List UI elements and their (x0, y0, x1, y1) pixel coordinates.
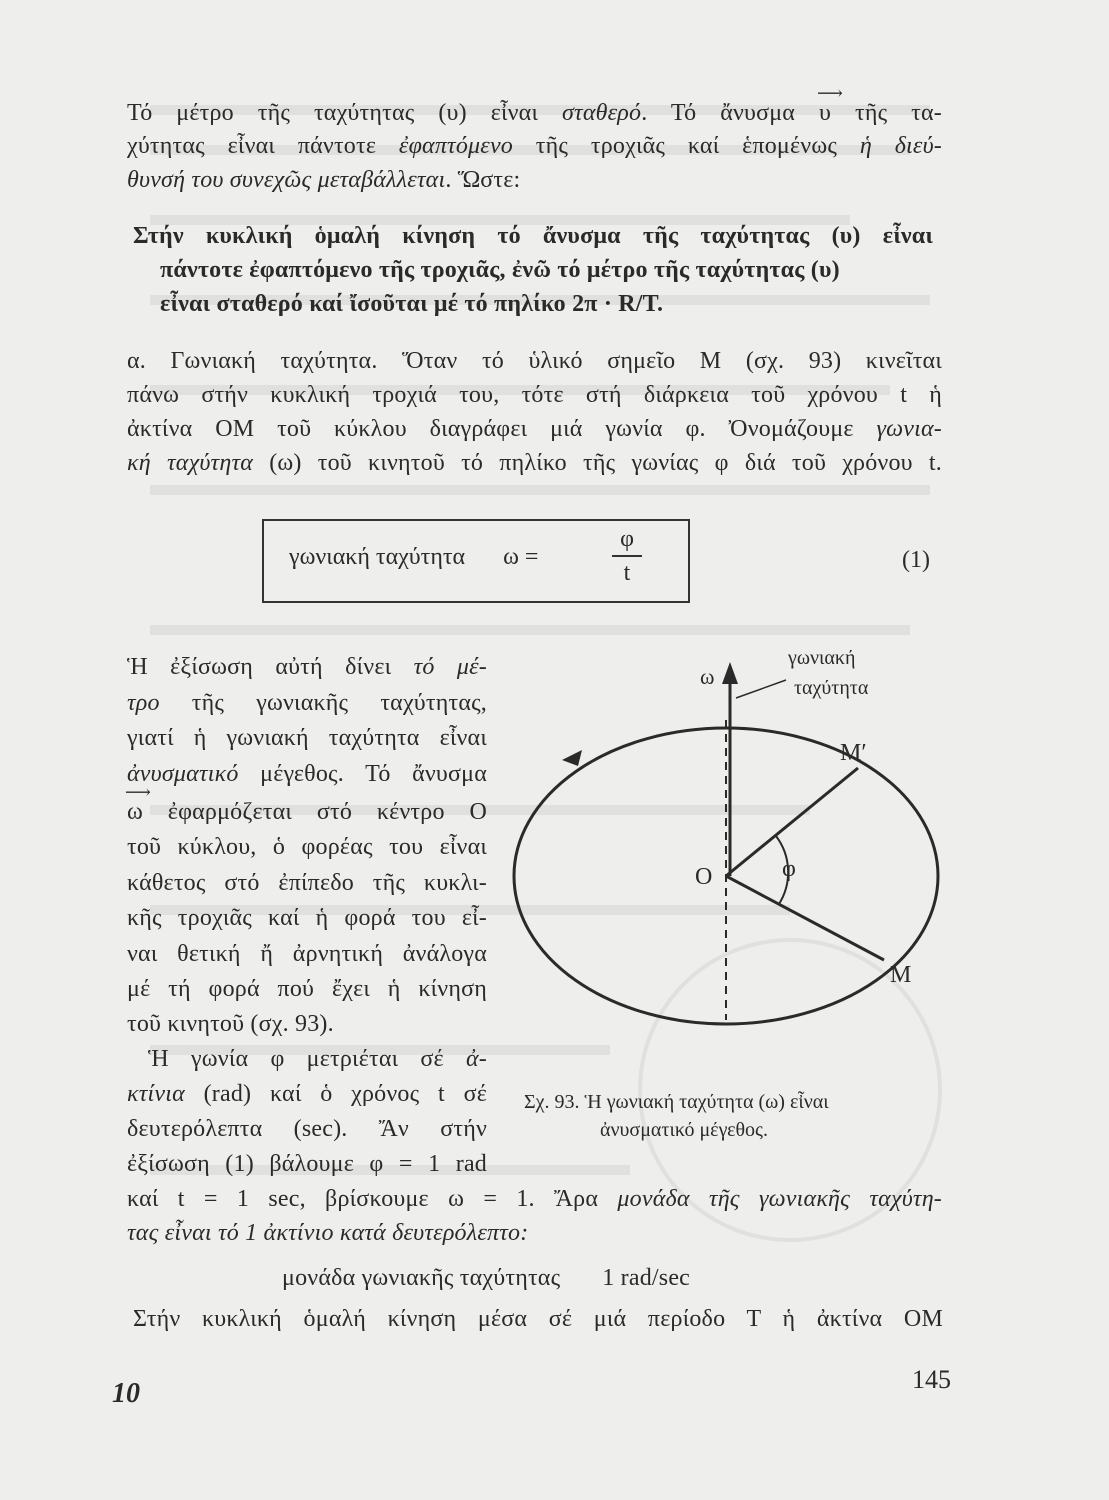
text-italic: ἀ- (466, 1046, 487, 1072)
text-italic: κτίνια (127, 1081, 185, 1107)
text-line (127, 346, 942, 376)
equation-number: (1) (902, 547, 930, 573)
text-line (148, 1044, 487, 1074)
text-line (127, 448, 942, 478)
text-fragment: καί t = 1 sec, βρίσκουμε ω = 1. Ἄρα (127, 1186, 618, 1212)
text-line: γιατί ἡ γωνιακή ταχύτητα εἶναι (127, 725, 487, 751)
formula-label: γωνιακή ταχύτητα (289, 544, 466, 570)
text-fragment: Ἡ ἐξίσωση αὐτή δίνει (127, 654, 414, 680)
text-fragment: Ὅταν τό ὑλικό σημεῖο Μ (σχ. 93) κινεῖται (377, 348, 942, 374)
text-line (127, 1184, 942, 1214)
unit-label: μονάδα γωνιακῆς ταχύτητας (282, 1265, 561, 1291)
signature-mark: 10 (112, 1378, 140, 1409)
formula (289, 542, 538, 572)
direction-arrow-icon (562, 750, 582, 766)
text-line (127, 165, 942, 195)
text-line: ἐξίσωση (1) βάλουμε φ = 1 rad (127, 1151, 487, 1177)
arrow-icon: ⟶ (816, 83, 843, 103)
text-line: μέ τή φορά πού ἔχει ἡ κίνηση (127, 976, 487, 1002)
text-line (127, 1218, 942, 1248)
text-line (127, 83, 942, 128)
text-fragment: . Ὥστε: (445, 167, 521, 193)
figure-93 (490, 640, 950, 1100)
text-italic: γωνια- (876, 416, 942, 442)
figure-caption: ἀνυσματικό μέγεθος. (600, 1119, 768, 1141)
text-line: κῆς τροχιᾶς καί ἡ φορά του εἶ- (127, 905, 487, 931)
text-italic: ἐφαπτόμενο (398, 133, 514, 159)
text-fragment: (rad) καί ὁ χρόνος t σέ (184, 1081, 487, 1107)
text-fragment: Τό μέτρο τῆς ταχύτητας (υ) εἶναι (127, 100, 563, 126)
label-phi: φ (782, 856, 796, 882)
text-italic: τό μέ- (413, 654, 487, 680)
text-line: ναι θετική ἤ ἀρνητική ἀνάλογα (127, 941, 487, 967)
bold-statement-line: πάντοτε ἐφαπτόμενο τῆς τροχιᾶς, ἐνῶ τό μέτρο τῆς ταχύτητας (υ) (160, 257, 840, 283)
text-fragment: τῆς τα- (831, 100, 942, 126)
formula-fraction (612, 525, 642, 587)
fraction-bar (612, 555, 642, 557)
text-italic: τρο (127, 690, 160, 716)
text-italic: κή ταχύτητα (127, 450, 254, 476)
text-fragment: ἐφαρμόζεται στό κέντρο Ο (143, 799, 487, 825)
text-line (125, 782, 487, 827)
text-line: τοῦ κινητοῦ (σχ. 93). (127, 1011, 334, 1037)
text-line (127, 414, 942, 444)
bold-statement-line: Στήν κυκλική ὁμαλή κίνηση τό ἄνυσμα τῆς ταχύτητας (υ) εἶναι (133, 223, 933, 249)
fraction-numerator: φ (620, 526, 634, 552)
bold-statement-line: εἶναι σταθερό καί ἴσοῦται μέ τό πηλίκο 2π · R/T. (160, 291, 664, 317)
arrow-icon: ⟶ (125, 782, 152, 802)
text-italic: ἡ διεύ- (859, 133, 942, 159)
omega-arrowhead-icon (722, 662, 738, 684)
text-line: Στήν κυκλική ὁμαλή κίνηση μέσα σέ μιά περίοδο Τ ἡ ἀκτίνα ΟΜ (133, 1306, 943, 1332)
text-line (127, 652, 487, 682)
text-italic: σταθερό (562, 100, 642, 126)
text-fragment: Ἡ γωνία φ μετριέται σέ (148, 1046, 466, 1072)
text-fragment: τῆς τροχιᾶς καί ἑπομένως (513, 133, 860, 159)
text-fragment: ἀκτίνα ΟΜ τοῦ κύκλου διαγράφει μιά γωνία φ. Ὀνομάζουμε (127, 416, 877, 442)
text-line (127, 759, 487, 789)
text-line: κάθετος στό ἐπίπεδο τῆς κυκλι- (127, 870, 487, 896)
unit-line (282, 1263, 1097, 1293)
text-line: δευτερόλεπτα (sec). Ἄν στήν (127, 1116, 487, 1142)
label-O: Ο (695, 864, 713, 890)
formula-lhs: ω = (503, 544, 539, 570)
text-line (127, 688, 487, 718)
text-line (127, 1079, 487, 1109)
text-fragment: . Τό ἄνυσμα (641, 100, 819, 126)
text-italic: μονάδα τῆς γωνιακῆς ταχύτη- (617, 1186, 943, 1212)
text-italic: ἀνυσματικό (127, 761, 239, 787)
page-number: 145 (912, 1365, 951, 1394)
fraction-denominator: t (623, 560, 631, 586)
label-angular-1: γωνιακή (788, 647, 856, 669)
pointer-line (736, 680, 786, 698)
label-angular-2: ταχύτητα (794, 677, 869, 699)
text-italic: θυνσή του συνεχῶς μεταβάλλεται (127, 167, 446, 193)
text-fragment: (ω) τοῦ κινητοῦ τό πηλίκο τῆς γωνίας φ διά τοῦ χρόνου t. (253, 450, 942, 476)
vector-omega: ⟶ ω (125, 782, 152, 825)
text-fragment: χύτητας εἶναι πάντοτε (127, 133, 399, 159)
unit-value: 1 rad/sec (602, 1265, 691, 1291)
text-fragment: τῆς γωνιακῆς ταχύτητας, (159, 690, 487, 716)
radius-OM (726, 876, 884, 960)
text-line: πάνω στήν κυκλική τροχιά του, τότε στή διάρκεια τοῦ χρόνου t ἡ (127, 382, 942, 408)
label-M-prime: Μ′ (840, 740, 867, 766)
section-heading: α. Γωνιακή ταχύτητα. (127, 348, 378, 374)
vector-upsilon: ⟶ υ (816, 83, 843, 126)
text-line: τοῦ κύκλου, ὁ φορέας του εἶναι (127, 834, 487, 860)
label-omega: ω (700, 664, 715, 689)
text-line (127, 131, 942, 161)
figure-caption: Σχ. 93. Ἡ γωνιακή ταχύτητα (ω) εἶναι (524, 1091, 829, 1113)
text-fragment: μέγεθος. Τό ἄνυσμα (238, 761, 487, 787)
label-M: Μ (890, 962, 912, 988)
text-italic: τας εἶναι τό 1 ἀκτίνιο κατά δευτερόλεπτο: (127, 1220, 529, 1246)
